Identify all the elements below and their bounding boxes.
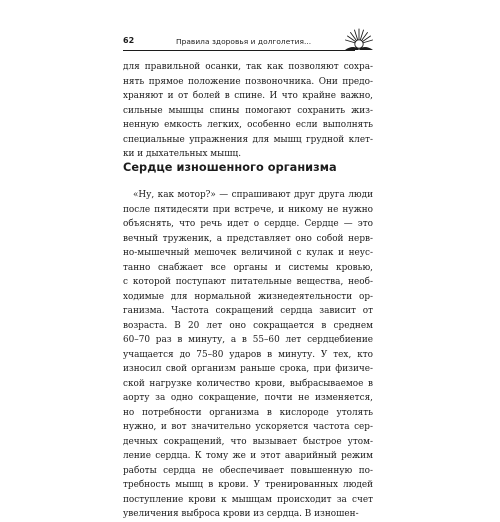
text-line: для правильной осанки, так как позволяют сохра- — [123, 62, 373, 72]
text-line: ходимые для нормальной жизнедеятельности ор- — [123, 291, 373, 302]
text-line: работы сердца не обеспечивает повышенную по- — [123, 465, 373, 476]
text-line: требность мышц в крови. У тренированных людей — [123, 480, 373, 490]
paragraph-intro — [123, 60, 373, 162]
text-line: вечный труженик, а представляет оно собой нерв- — [123, 233, 373, 244]
text-line: танно снабжает все органы и системы кровью, — [123, 262, 373, 273]
text-line: ки и дыхательных мышц. — [123, 149, 242, 159]
text-line: нять прямое положение позвоночника. Они предо- — [123, 76, 373, 87]
text-line: ской нагрузке количество крови, выбрасываемое в — [123, 378, 373, 389]
text-line: учащается до 75–80 ударов в минуту. У тех, кто — [123, 349, 373, 360]
header-rule — [123, 50, 355, 51]
section-heading: Сердце изношенного организма — [123, 161, 337, 174]
text-line: специальные упражнения для мышц грудной клет- — [123, 134, 373, 145]
text-line: с которой поступают питательные вещества, необ- — [123, 277, 373, 287]
text-line: дечных сокращений, что вызывает быстрое утом- — [123, 436, 373, 447]
text-line: объяснять, что речь идет о сердце. Сердце — это — [123, 219, 373, 229]
text-line: увеличения выброса крови из сердца. В изношен- — [123, 509, 359, 519]
text-line: ление сердца. К тому же и этот аварийный режим — [123, 451, 373, 461]
text-line: храняют и от болей в спине. И что крайне важно, — [123, 91, 373, 101]
text-line: сильные мышцы спины помогают сохранить жиз- — [123, 105, 373, 116]
book-sunburst-icon — [344, 26, 374, 51]
text-line: но-мышечный мешочек величиной с кулак и неус- — [123, 248, 373, 258]
text-line: 60–70 раз в минуту, а в 55–60 лет сердцебиение — [123, 335, 373, 345]
running-title: Правила здоровья и долголетия... — [176, 37, 312, 46]
text-line: после пятидесяти при встрече, и никому не нужно — [123, 204, 373, 215]
text-line: возраста. В 20 лет оно сокращается в среднем — [123, 320, 373, 331]
page-number: 62 — [123, 36, 135, 45]
text-line: износил свой организм раньше срока, при физиче- — [123, 364, 373, 374]
running-header — [123, 26, 373, 52]
text-line: ганизма. Частота сокращений сердца зависит от — [123, 306, 373, 316]
text-line: но потребности организма в кислороде утолять — [123, 407, 373, 418]
text-line: «Ну, как мотор?» — спрашивают друг друга люди — [133, 190, 373, 200]
text-line: ненную емкость легких, особенно если выполнять — [123, 120, 373, 130]
text-line: нужно, и вот значительно ускоряется частота сер- — [123, 422, 373, 432]
text-line: аорту за одно сокращение, почти не изменяется, — [123, 393, 373, 403]
text-line: поступление крови к мышцам происходит за счет — [123, 494, 373, 505]
paragraph-heart — [123, 188, 373, 522]
